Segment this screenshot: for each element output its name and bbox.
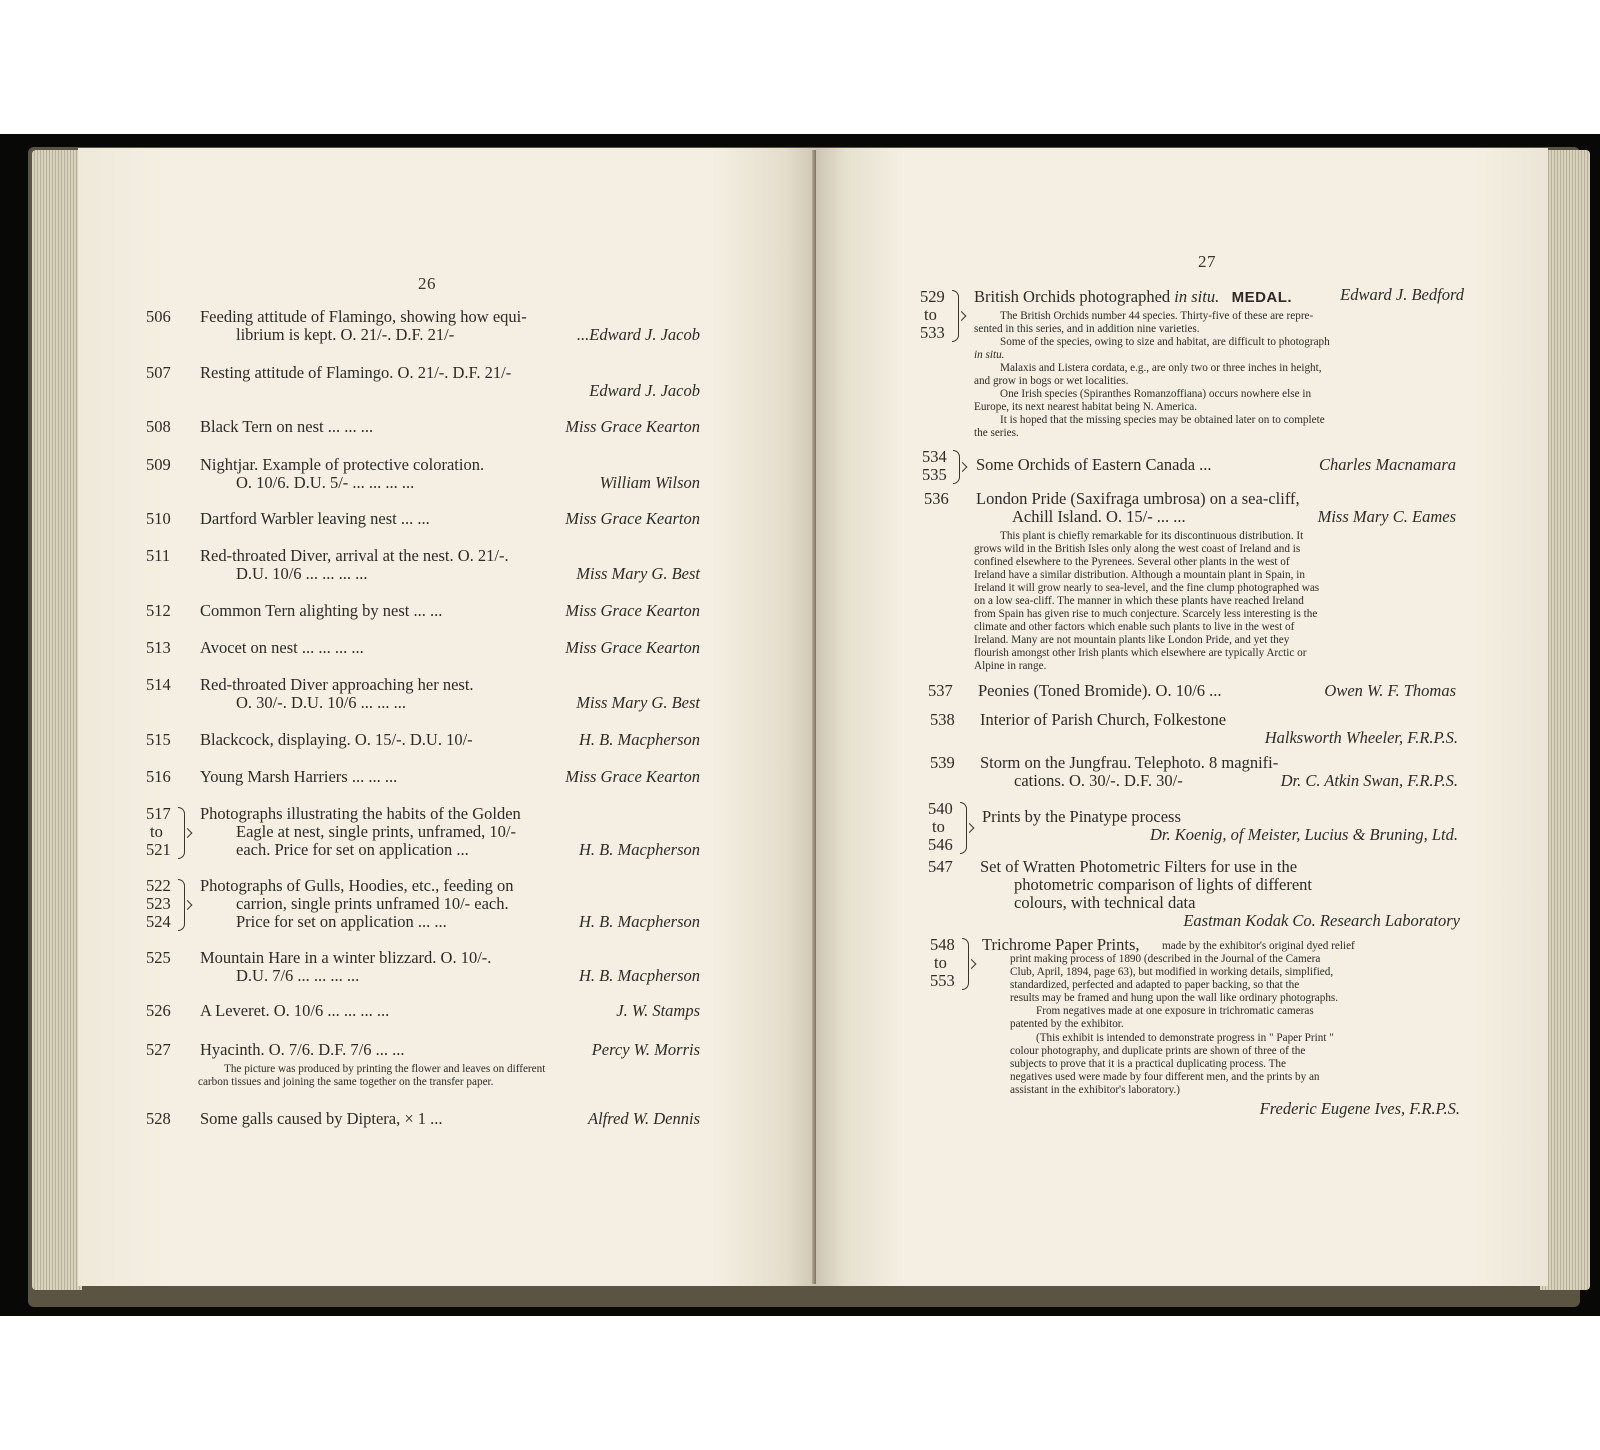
entry-title-line: Nightjar. Example of protective coloration. [200, 455, 485, 474]
entry-number: 514 [146, 675, 171, 694]
entry-number: 524 [146, 912, 171, 931]
entry-note-line: Ireland. Many are not mountain plants like London Pride, and yet they [974, 634, 1290, 646]
entry-title-line: Some galls caused by Diptera, × 1 ... [200, 1109, 443, 1128]
entry-title-line: librium is kept. O. 21/-. D.F. 21/- [236, 325, 455, 344]
entry-number: 515 [146, 730, 171, 749]
entry-author: H. B. Macpherson [579, 912, 700, 931]
entry-title-line: Storm on the Jungfrau. Telephoto. 8 magnifi- [980, 753, 1279, 772]
entry-number: 509 [146, 455, 171, 474]
entry-number: 511 [146, 546, 171, 565]
entry-author: Alfred W. Dennis [588, 1109, 700, 1128]
entry-title-line: each. Price for set on application ... [236, 840, 469, 859]
entry-note-line: print making process of 1890 (described in the Journal of the Camera [1010, 953, 1321, 965]
range-brace [178, 807, 185, 859]
entry-title-line: Feeding attitude of Flamingo, showing how equi- [200, 307, 527, 326]
entry-author: Frederic Eugene Ives, F.R.P.S. [1259, 1099, 1460, 1118]
entry-number: 529 [920, 287, 945, 306]
entry-note-line: on a low sea-cliff. The manner in which these plants have reached Ireland [974, 595, 1304, 607]
page-number: 26 [418, 274, 436, 293]
entry-number: 533 [920, 323, 945, 342]
entry-title-line: D.U. 7/6 ... ... ... ... [236, 966, 360, 985]
entry-title-line: O. 10/6. D.U. 5/- ... ... ... ... [236, 473, 415, 492]
entry-title-line: London Pride (Saxifraga umbrosa) on a sea-cliff, [976, 489, 1300, 508]
entry-number: 539 [930, 753, 955, 772]
entry-author: ...Edward J. Jacob [576, 325, 700, 344]
entry-title-line: cations. O. 30/-. D.F. 30/- [1014, 771, 1183, 790]
entry-note-line: The British Orchids number 44 species. Thirty-five of these are repre- [1000, 310, 1314, 322]
entry-note-line: Ireland it will grow nearly to sea-level, and the fine clump photographed was [974, 582, 1320, 594]
entry-note-line: the series. [974, 427, 1019, 439]
entry-title-line: Dartford Warbler leaving nest ... ... [200, 509, 430, 528]
range-brace [960, 802, 967, 854]
range-brace [952, 290, 959, 342]
entry-number: 535 [922, 465, 947, 484]
entry-author: Edward J. Bedford [1340, 285, 1464, 304]
entry-title-line: Set of Wratten Photometric Filters for use in the [980, 857, 1298, 876]
entry-note-line: It is hoped that the missing species may be obtained later on to complete [1000, 414, 1325, 426]
medal-award-label: MEDAL. [1231, 289, 1293, 306]
entry-number: 508 [146, 417, 171, 436]
entry-author: Eastman Kodak Co. Research Laboratory [1183, 911, 1460, 930]
entry-title-line: Interior of Parish Church, Folkestone [980, 710, 1227, 729]
entry-note-line: Alpine in range. [974, 660, 1047, 672]
entry-author: Miss Mary C. Eames [1317, 507, 1456, 526]
entry-title-line: Mountain Hare in a winter blizzard. O. 10/-. [200, 948, 492, 967]
entry-note-line: assistant in the exhibitor's laboratory.) [1010, 1084, 1180, 1096]
entry-title-line: A Leveret. O. 10/6 ... ... ... ... [200, 1001, 390, 1020]
entry-author: Miss Grace Kearton [565, 767, 700, 786]
entry-number: 513 [146, 638, 171, 657]
entry-title-line: Avocet on nest ... ... ... ... [200, 638, 364, 657]
entry-number: to [924, 305, 937, 324]
entry-note-line: from Spain has given rise to much conjecture. Scarcely less interesting is the [974, 608, 1318, 620]
entry-note-line: Ireland have a similar distribution. Although a mountain plant in Spain, in [974, 569, 1305, 581]
entry-author: Miss Grace Kearton [565, 417, 700, 436]
left-page [78, 148, 816, 1286]
entry-number: 517 [146, 804, 171, 823]
entry-number: 527 [146, 1040, 171, 1059]
entry-title-line: Some Orchids of Eastern Canada ... [976, 455, 1212, 474]
entry-note-line: confined elsewhere to the Pyrenees. Several other plants in the west of [974, 556, 1290, 568]
entry-number: to [934, 953, 947, 972]
entry-title-line: D.U. 10/6 ... ... ... ... [236, 564, 368, 583]
entry-author: Dr. Koenig, of Meister, Lucius & Bruning, Ltd. [1149, 825, 1458, 844]
entry-title-line: Young Marsh Harriers ... ... ... [200, 767, 398, 786]
entry-number: 510 [146, 509, 171, 528]
entry-title-line: Photographs illustrating the habits of the Golden [200, 804, 521, 823]
entry-author: William Wilson [599, 473, 700, 492]
entry-note-line: (This exhibit is intended to demonstrate progress in " Paper Print " [1036, 1032, 1334, 1044]
entry-title-line: colours, with technical data [1014, 893, 1196, 912]
entry-title-line: Red-throated Diver approaching her nest. [200, 675, 474, 694]
entry-note-line: grows wild in the British Isles only along the west coast of Ireland and is [974, 543, 1301, 555]
entry-note-line: climate and other factors which enable such plants to live in the west of [974, 621, 1295, 633]
entry-number: 546 [928, 835, 953, 854]
entry-author: H. B. Macpherson [579, 840, 700, 859]
entry-title-line: carrion, single prints unframed 10/- each. [236, 894, 509, 913]
entry-note-line: made by the exhibitor's original dyed relief [1162, 940, 1355, 952]
entry-number: 547 [928, 857, 953, 876]
entry-note-line: and grow in bogs or wet localities. [974, 375, 1129, 387]
entry-note-line: Some of the species, owing to size and habitat, are difficult to photograph [1000, 336, 1330, 348]
entry-title-line: Price for set on application ... ... [236, 912, 447, 931]
entry-note-line: The picture was produced by printing the flower and leaves on different [224, 1063, 546, 1075]
entry-author: J. W. Stamps [616, 1001, 700, 1020]
entry-title-line: Black Tern on nest ... ... ... [200, 417, 374, 436]
entry-title-line [974, 288, 1292, 307]
entry-title-line: Trichrome Paper Prints, [982, 935, 1140, 954]
entry-note-line: negatives used were made by four different men, and the prints by an [1010, 1071, 1320, 1083]
entry-number: 528 [146, 1109, 171, 1128]
entry-note-line: This plant is chiefly remarkable for its discontinuous distribution. It [1000, 530, 1304, 542]
entry-author: Percy W. Morris [591, 1040, 700, 1059]
entry-author: Miss Grace Kearton [565, 638, 700, 657]
entry-author: Halksworth Wheeler, F.R.P.S. [1264, 728, 1458, 747]
entry-title-line: Resting attitude of Flamingo. O. 21/-. D.F. 21/- [200, 363, 512, 382]
entry-title-line: Prints by the Pinatype process [982, 807, 1181, 826]
page-edges-left [32, 150, 82, 1290]
entry-number: 522 [146, 876, 171, 895]
entry-note-line: Europe, its next nearest habitat being N. America. [974, 401, 1198, 413]
entry-note-line: patented by the exhibitor. [1010, 1018, 1124, 1030]
entry-number: 526 [146, 1001, 171, 1020]
entry-title-line: Peonies (Toned Bromide). O. 10/6 ... [978, 681, 1222, 700]
entry-title-line: Eagle at nest, single prints, unframed, 10/- [236, 822, 516, 841]
entry-author: Owen W. F. Thomas [1324, 681, 1456, 700]
entry-title-line: Common Tern alighting by nest ... ... [200, 601, 443, 620]
entry-number: 536 [924, 489, 949, 508]
entry-number: to [932, 817, 945, 836]
entry-number: 512 [146, 601, 171, 620]
entry-note-line: standardized, perfected and adapted to paper backing, so that the [1010, 979, 1300, 991]
entry-note-line: One Irish species (Spiranthes Romanzoffiana) occurs nowhere else in [1000, 388, 1312, 400]
entry-author: Charles Macnamara [1318, 455, 1456, 474]
entry-author: Miss Grace Kearton [565, 509, 700, 528]
entry-note-line: sented in this series, and in addition nine varieties. [974, 323, 1200, 335]
entry-note-line: Malaxis and Listera cordata, e.g., are only two or three inches in height, [1000, 362, 1322, 374]
entry-note-line: Club, April, 1894, page 63), but modified in working details, simplified, [1010, 966, 1334, 978]
entry-author: Miss Grace Kearton [565, 601, 700, 620]
entry-title-line: Achill Island. O. 15/- ... ... [1012, 507, 1186, 526]
entry-author: Miss Mary G. Best [576, 693, 700, 712]
entry-title-line: Blackcock, displaying. O. 15/-. D.U. 10/- [200, 730, 473, 749]
entry-title: British Orchids photographed [974, 287, 1171, 306]
entry-note-line: subjects to prove that it is a practical duplicating process. The [1010, 1058, 1286, 1070]
entry-title-italic: in situ. [1174, 287, 1220, 306]
entry-author: Edward J. Jacob [589, 381, 700, 400]
entry-number: 538 [930, 710, 955, 729]
entry-note-line: carbon tissues and joining the same together on the transfer paper. [198, 1076, 494, 1088]
entry-title-line: Red-throated Diver, arrival at the nest. O. 21/-. [200, 546, 509, 565]
entry-number: 540 [928, 799, 953, 818]
entry-number: 525 [146, 948, 171, 967]
entry-number: to [150, 822, 163, 841]
entry-author: H. B. Macpherson [579, 730, 700, 749]
entry-author: Dr. C. Atkin Swan, F.R.P.S. [1280, 771, 1458, 790]
range-brace [178, 879, 185, 931]
entry-number: 507 [146, 363, 171, 382]
entry-number: 523 [146, 894, 171, 913]
entry-note-line: in situ. [974, 349, 1005, 361]
entry-title-line: Hyacinth. O. 7/6. D.F. 7/6 ... ... [200, 1040, 405, 1059]
right-page [816, 148, 1548, 1286]
entry-note-line: results may be framed and hung upon the wall like ordinary photographs. [1010, 992, 1339, 1004]
page-number: 27 [1198, 252, 1216, 271]
entry-note-line: colour photography, and duplicate prints are shown of three of the [1010, 1045, 1306, 1057]
entry-number: 521 [146, 840, 171, 859]
entry-title-line: Photographs of Gulls, Hoodies, etc., feeding on [200, 876, 514, 895]
entry-number: 553 [930, 971, 955, 990]
entry-title-line: O. 30/-. D.U. 10/6 ... ... ... [236, 693, 407, 712]
range-brace [962, 938, 969, 990]
range-brace [953, 450, 960, 484]
entry-number: 548 [930, 935, 955, 954]
entry-author: H. B. Macpherson [579, 966, 700, 985]
entry-note-line: flourish amongst other Irish plants which elsewhere are typically Arctic or [974, 647, 1307, 659]
entry-number: 506 [146, 307, 171, 326]
entry-number: 516 [146, 767, 171, 786]
entry-title-line: photometric comparison of lights of different [1014, 875, 1312, 894]
entry-number: 534 [922, 447, 947, 466]
entry-author: Miss Mary G. Best [576, 564, 700, 583]
entry-note-line: From negatives made at one exposure in trichromatic cameras [1036, 1005, 1314, 1017]
entry-number: 537 [928, 681, 953, 700]
